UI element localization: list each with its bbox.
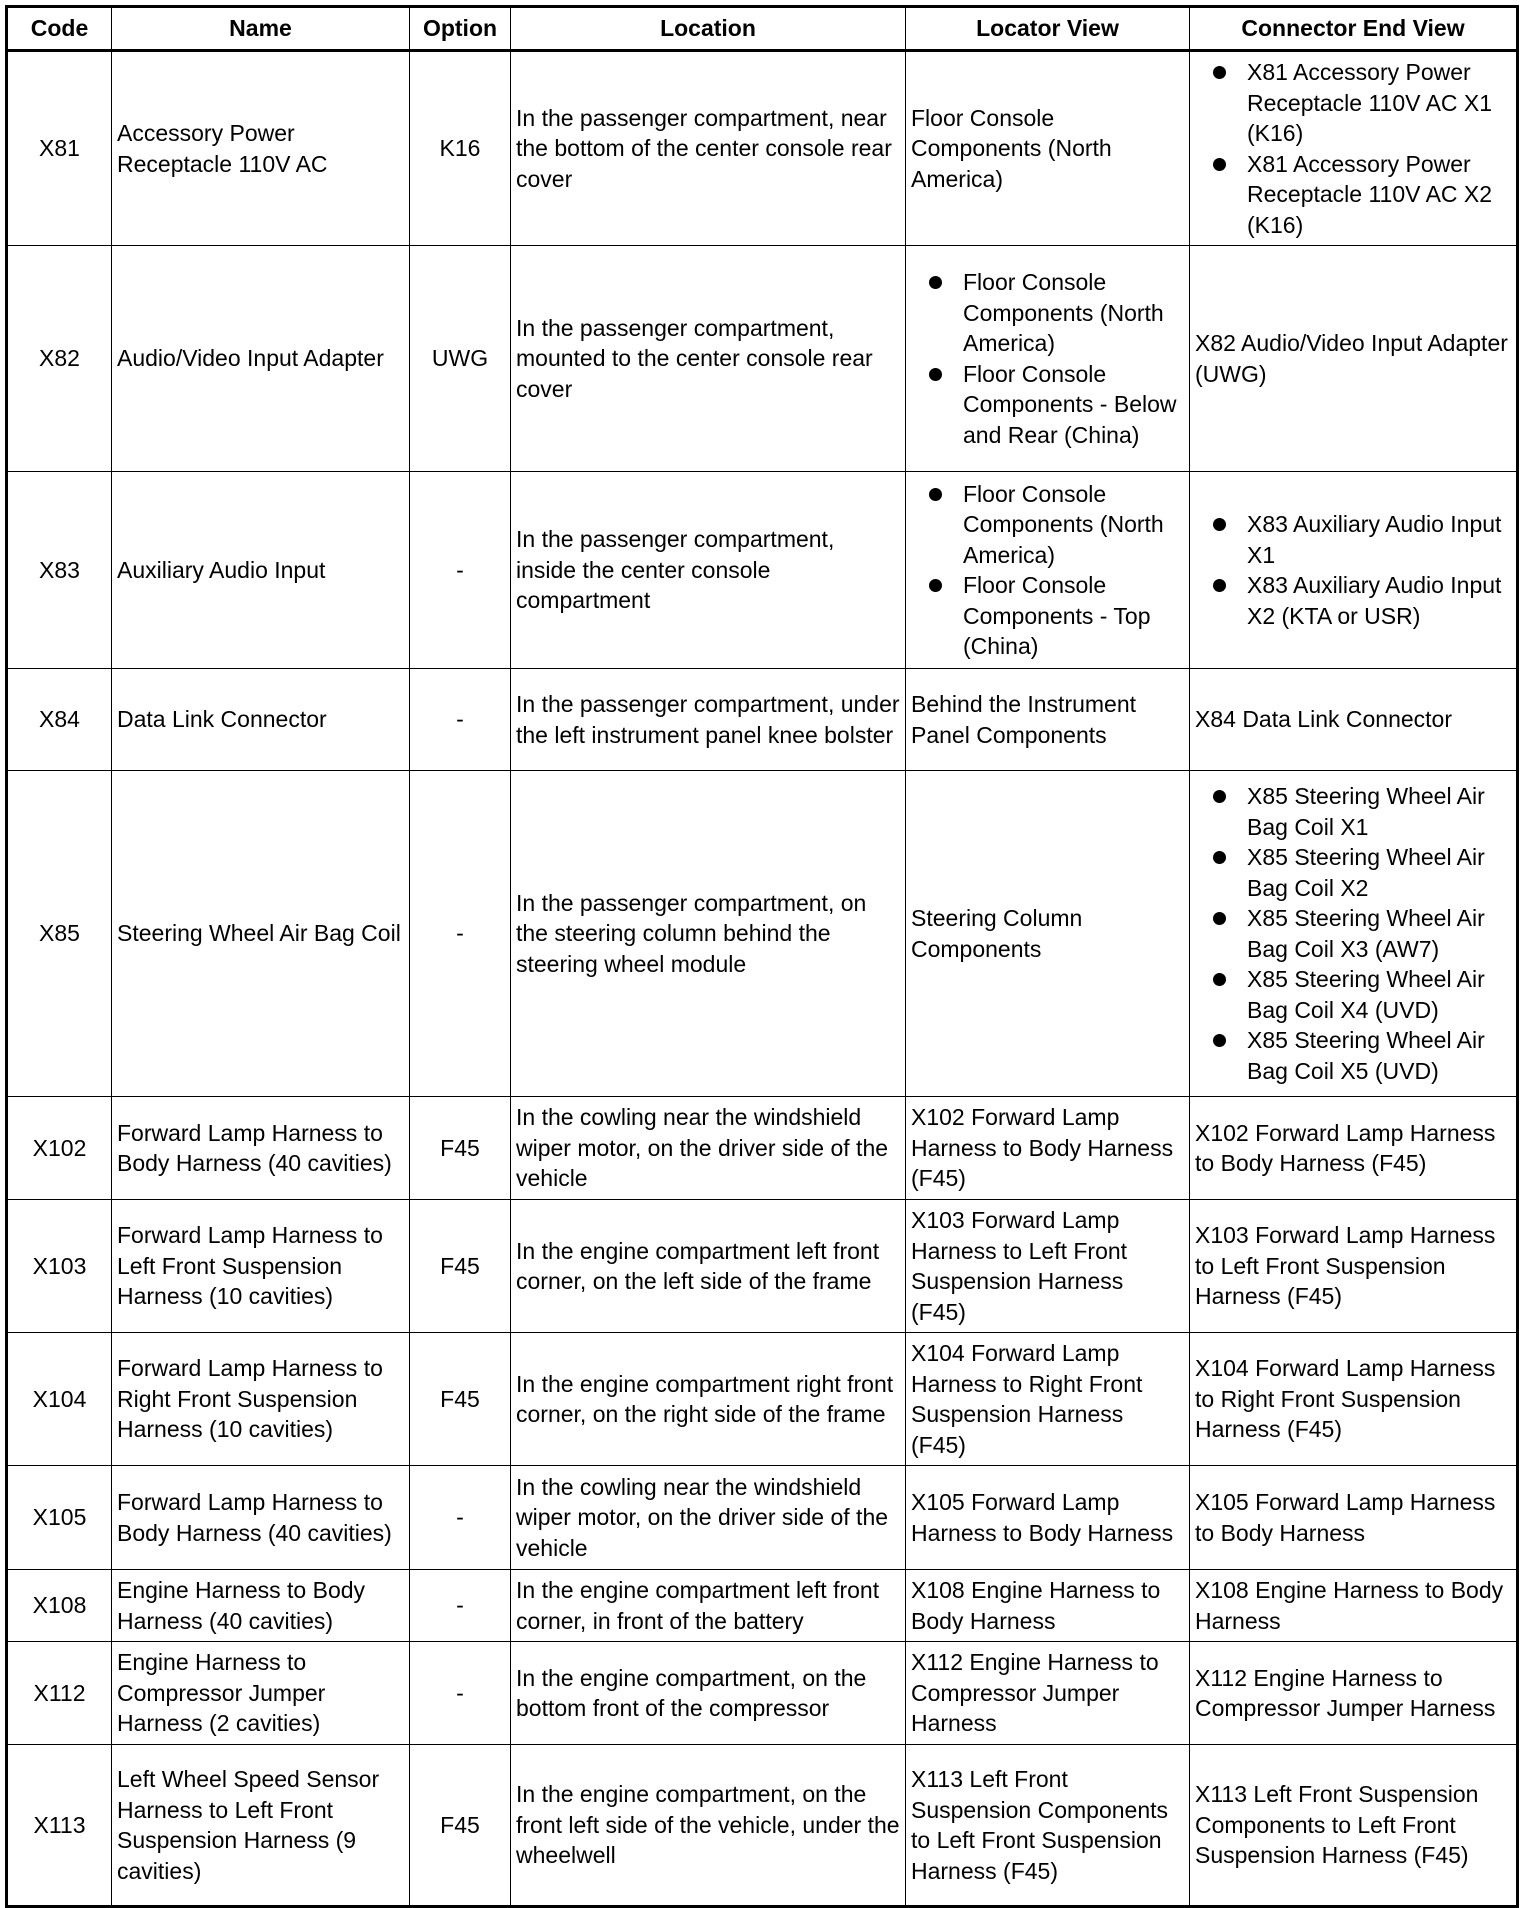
header-row: [7, 7, 1518, 51]
locator-view-cell: [906, 1570, 1190, 1642]
option-cell: -: [410, 1570, 511, 1642]
header-name: Name: [112, 7, 410, 51]
location-cell: In the engine compartment left front corner, in front of the battery: [511, 1570, 906, 1642]
locator-view-cell: [906, 246, 1190, 472]
location-cell: In the engine compartment right front corner, on the right side of the frame: [511, 1333, 906, 1466]
connector-end-view-cell-text: X105 Forward Lamp Harness to Body Harness: [1195, 1489, 1496, 1546]
name-cell: Left Wheel Speed Sensor Harness to Left Front Suspension Harness (9 cavities): [112, 1745, 410, 1907]
option-cell: -: [410, 1466, 511, 1570]
connector-end-view-cell-text: X84 Data Link Connector: [1195, 706, 1452, 733]
table-row: [7, 771, 1518, 1097]
locator-view-cell-text: Steering Column Components: [911, 905, 1083, 962]
locator-view-cell: [906, 51, 1190, 246]
location-cell: In the cowling near the windshield wiper motor, on the driver side of the vehicle: [511, 1097, 906, 1200]
connector-end-view-cell: [1190, 1642, 1518, 1745]
name-cell: Engine Harness to Compressor Jumper Harness (2 cavities): [112, 1642, 410, 1745]
option-cell: F45: [410, 1097, 511, 1200]
code-cell: X112: [7, 1642, 112, 1745]
table-row: [7, 472, 1518, 669]
list-item-text: Floor Console Components (North America): [963, 480, 1164, 568]
list-item-text: X85 Steering Wheel Air Bag Coil X4 (UVD): [1247, 966, 1485, 1023]
code-cell: X84: [7, 669, 112, 771]
location-cell: In the cowling near the windshield wiper motor, on the driver side of the vehicle: [511, 1466, 906, 1570]
connector-end-view-cell: [1190, 1745, 1518, 1907]
connector-end-view-cell-text: X108 Engine Harness to Body Harness: [1195, 1577, 1504, 1634]
list-item-text: Floor Console Components - Below and Rear (China): [963, 360, 1177, 448]
table-row: [7, 1200, 1518, 1333]
locator-view-cell: [906, 1642, 1190, 1745]
option-cell: -: [410, 472, 511, 669]
header-location: Location: [511, 7, 906, 51]
locator-view-cell-list: [911, 479, 1184, 662]
bullet-icon: [1213, 1034, 1226, 1047]
connector-end-view-cell: [1190, 246, 1518, 472]
option-cell: F45: [410, 1333, 511, 1466]
locator-view-cell: [906, 669, 1190, 771]
option-cell: F45: [410, 1745, 511, 1907]
name-cell: Data Link Connector: [112, 669, 410, 771]
locator-view-cell: [906, 1745, 1190, 1907]
code-cell: X82: [7, 246, 112, 472]
list-item-text: X85 Steering Wheel Air Bag Coil X5 (UVD): [1247, 1027, 1485, 1084]
list-item: [1247, 781, 1511, 842]
header-connector-end-view: Connector End View: [1190, 7, 1518, 51]
code-cell: X113: [7, 1745, 112, 1907]
locator-view-cell-text: Floor Console Components (North America): [911, 104, 1112, 192]
name-cell: Forward Lamp Harness to Right Front Suspension Harness (10 cavities): [112, 1333, 410, 1466]
name-cell: Forward Lamp Harness to Body Harness (40 cavities): [112, 1097, 410, 1200]
connector-end-view-cell: [1190, 669, 1518, 771]
connector-end-view-cell: [1190, 1097, 1518, 1200]
bullet-icon: [1213, 518, 1226, 531]
header-locator-view: Locator View: [906, 7, 1190, 51]
locator-view-cell-text: X103 Forward Lamp Harness to Left Front Suspension Harness (F45): [911, 1207, 1128, 1325]
bullet-icon: [1213, 790, 1226, 803]
location-cell: In the passenger compartment, near the bottom of the center console rear cover: [511, 51, 906, 246]
header-code: Code: [7, 7, 112, 51]
name-cell: Forward Lamp Harness to Left Front Suspension Harness (10 cavities): [112, 1200, 410, 1333]
locator-view-cell-text: X112 Engine Harness to Compressor Jumper Harness: [911, 1649, 1159, 1737]
connector-end-view-cell: [1190, 1466, 1518, 1570]
list-item: [1247, 149, 1511, 241]
list-item: [1247, 509, 1511, 570]
list-item: [1247, 842, 1511, 903]
connector-end-view-cell-text: X82 Audio/Video Input Adapter (UWG): [1195, 330, 1508, 387]
list-item: [1247, 1025, 1511, 1086]
table-row: [7, 246, 1518, 472]
option-cell: -: [410, 669, 511, 771]
name-cell: Accessory Power Receptacle 110V AC: [112, 51, 410, 246]
locator-view-cell-text: Behind the Instrument Panel Components: [911, 691, 1137, 748]
location-cell: In the engine compartment left front corner, on the left side of the frame: [511, 1200, 906, 1333]
table-row: [7, 1570, 1518, 1642]
option-cell: F45: [410, 1200, 511, 1333]
location-cell: In the passenger compartment, mounted to the center console rear cover: [511, 246, 906, 472]
connector-end-view-cell-text: X102 Forward Lamp Harness to Body Harness (F45): [1195, 1119, 1496, 1176]
bullet-icon: [929, 579, 942, 592]
locator-view-cell: [906, 1200, 1190, 1333]
locator-view-cell-text: X108 Engine Harness to Body Harness: [911, 1577, 1161, 1634]
connector-end-view-cell-text: X103 Forward Lamp Harness to Left Front Suspension Harness (F45): [1195, 1222, 1496, 1310]
bullet-icon: [1213, 912, 1226, 925]
locator-view-cell: [906, 1333, 1190, 1466]
connector-end-view-cell: [1190, 1570, 1518, 1642]
table-row: [7, 51, 1518, 246]
list-item: [1247, 964, 1511, 1025]
bullet-icon: [1213, 579, 1226, 592]
connector-end-view-cell: [1190, 1333, 1518, 1466]
code-cell: X85: [7, 771, 112, 1097]
connector-end-view-cell-text: X112 Engine Harness to Compressor Jumper Harness: [1195, 1664, 1496, 1721]
list-item: [1247, 903, 1511, 964]
list-item: [963, 570, 1184, 662]
code-cell: X108: [7, 1570, 112, 1642]
bullet-icon: [1213, 973, 1226, 986]
table-row: [7, 1097, 1518, 1200]
locator-view-cell-text: X113 Left Front Suspension Components to Left Front Suspension Harness (F45): [911, 1766, 1168, 1884]
bullet-icon: [929, 368, 942, 381]
name-cell: Steering Wheel Air Bag Coil: [112, 771, 410, 1097]
location-cell: In the engine compartment, on the front left side of the vehicle, under the wheelwell: [511, 1745, 906, 1907]
connector-table: [5, 5, 1519, 1908]
code-cell: X104: [7, 1333, 112, 1466]
list-item-text: X81 Accessory Power Receptacle 110V AC X2 (K16): [1247, 150, 1493, 238]
locator-view-cell: [906, 1466, 1190, 1570]
locator-view-cell-list: [911, 267, 1184, 450]
location-cell: In the engine compartment, on the bottom front of the compressor: [511, 1642, 906, 1745]
connector-end-view-cell: [1190, 472, 1518, 669]
list-item: [1247, 570, 1511, 631]
connector-end-view-cell: [1190, 771, 1518, 1097]
location-cell: In the passenger compartment, on the steering column behind the steering wheel module: [511, 771, 906, 1097]
location-cell: In the passenger compartment, inside the center console compartment: [511, 472, 906, 669]
option-cell: -: [410, 1642, 511, 1745]
list-item-text: X85 Steering Wheel Air Bag Coil X1: [1247, 783, 1485, 840]
connector-end-view-cell-text: X113 Left Front Suspension Components to Left Front Suspension Harness (F45): [1195, 1781, 1479, 1869]
locator-view-cell: [906, 472, 1190, 669]
list-item: [963, 267, 1184, 359]
bullet-icon: [929, 276, 942, 289]
bullet-icon: [1213, 158, 1226, 171]
list-item-text: X81 Accessory Power Receptacle 110V AC X1 (K16): [1247, 59, 1493, 146]
list-item-text: X85 Steering Wheel Air Bag Coil X3 (AW7): [1247, 905, 1485, 962]
table-row: [7, 669, 1518, 771]
bullet-icon: [1213, 66, 1226, 79]
locator-view-cell-text: X105 Forward Lamp Harness to Body Harness: [911, 1489, 1174, 1546]
code-cell: X103: [7, 1200, 112, 1333]
code-cell: X81: [7, 51, 112, 246]
option-cell: UWG: [410, 246, 511, 472]
list-item: [963, 359, 1184, 451]
bullet-icon: [1213, 851, 1226, 864]
location-cell: In the passenger compartment, under the left instrument panel knee bolster: [511, 669, 906, 771]
header-option: Option: [410, 7, 511, 51]
name-cell: Forward Lamp Harness to Body Harness (40 cavities): [112, 1466, 410, 1570]
connector-end-view-cell: [1190, 51, 1518, 246]
bullet-icon: [929, 488, 942, 501]
table-row: [7, 1466, 1518, 1570]
list-item: [1247, 57, 1511, 149]
connector-end-view-cell: [1190, 1200, 1518, 1333]
name-cell: Auxiliary Audio Input: [112, 472, 410, 669]
table-row: [7, 1745, 1518, 1907]
locator-view-cell: [906, 771, 1190, 1097]
connector-end-view-cell-list: [1195, 781, 1511, 1086]
connector-end-view-cell-list: [1195, 57, 1511, 240]
code-cell: X102: [7, 1097, 112, 1200]
option-cell: -: [410, 771, 511, 1097]
locator-view-cell-text: X104 Forward Lamp Harness to Right Front Suspension Harness (F45): [911, 1340, 1143, 1458]
list-item-text: X83 Auxiliary Audio Input X2 (KTA or USR): [1247, 572, 1502, 629]
locator-view-cell: [906, 1097, 1190, 1200]
code-cell: X105: [7, 1466, 112, 1570]
option-cell: K16: [410, 51, 511, 246]
name-cell: Audio/Video Input Adapter: [112, 246, 410, 472]
list-item-text: X83 Auxiliary Audio Input X1: [1247, 511, 1502, 568]
list-item-text: X85 Steering Wheel Air Bag Coil X2: [1247, 844, 1485, 901]
list-item-text: Floor Console Components - Top (China): [963, 572, 1151, 659]
list-item-text: Floor Console Components (North America): [963, 269, 1164, 356]
connector-end-view-cell-text: X104 Forward Lamp Harness to Right Front Suspension Harness (F45): [1195, 1355, 1496, 1443]
list-item: [963, 479, 1184, 571]
code-cell: X83: [7, 472, 112, 669]
connector-end-view-cell-list: [1195, 509, 1511, 631]
table-row: [7, 1642, 1518, 1745]
name-cell: Engine Harness to Body Harness (40 cavities): [112, 1570, 410, 1642]
table-row: [7, 1333, 1518, 1466]
locator-view-cell-text: X102 Forward Lamp Harness to Body Harness (F45): [911, 1104, 1174, 1192]
